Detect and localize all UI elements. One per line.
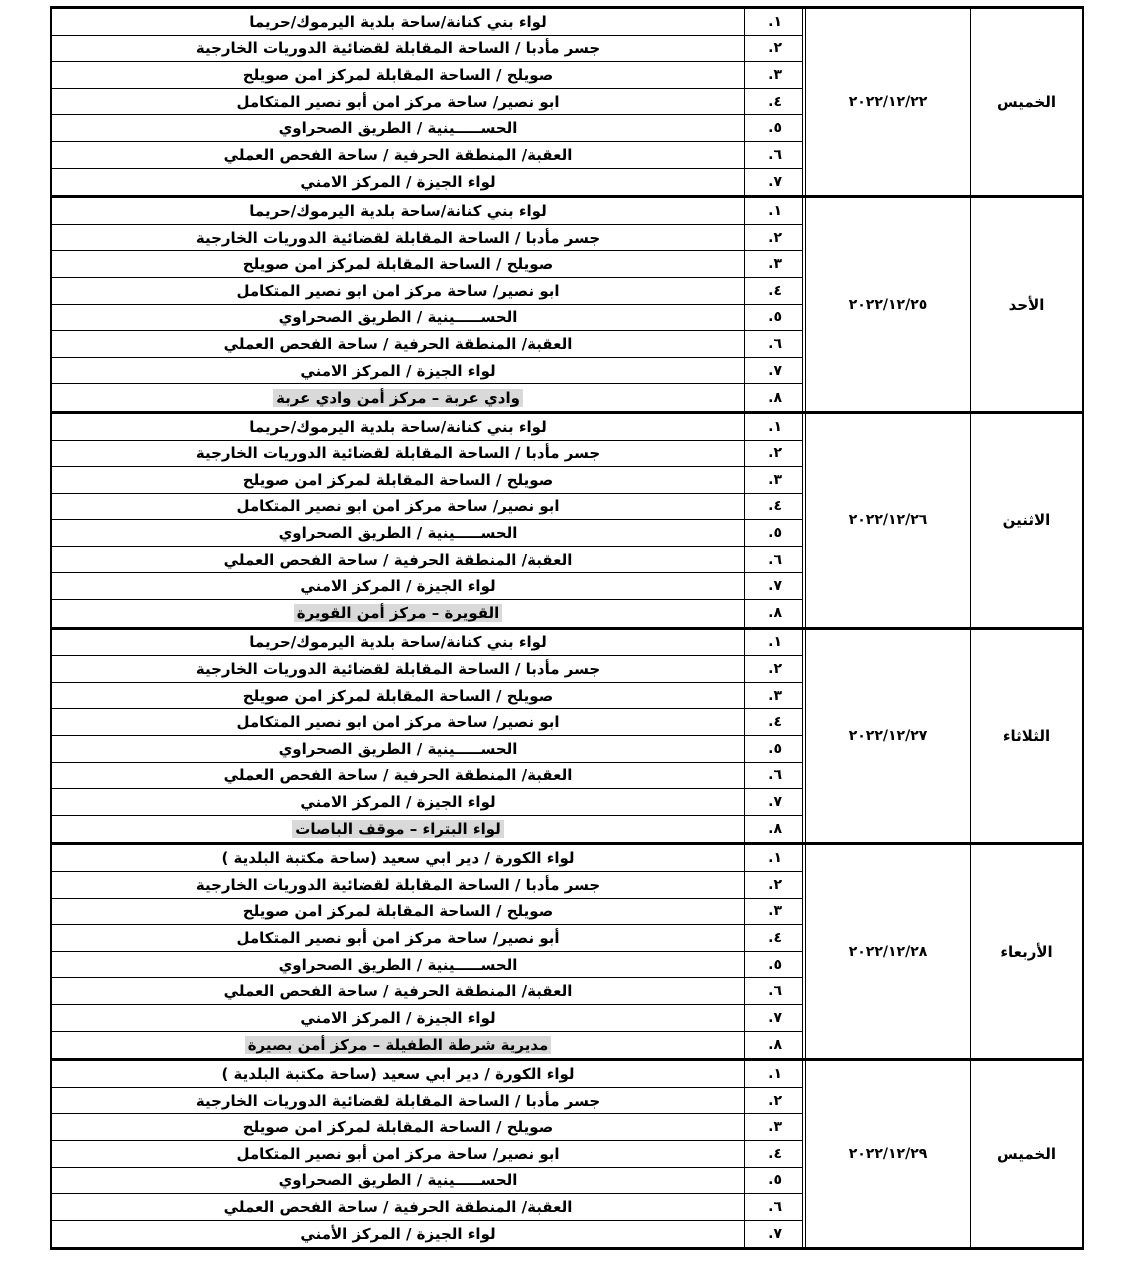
table-row <box>52 305 802 332</box>
location-cell <box>52 1141 744 1167</box>
table-row <box>52 115 802 142</box>
location-list <box>52 9 802 195</box>
row-number: .٢ <box>744 1088 802 1114</box>
day-group <box>52 414 1082 630</box>
day-group <box>52 630 1082 846</box>
row-number: .٤ <box>744 494 802 520</box>
row-number: .٣ <box>744 62 802 88</box>
table-row <box>52 1194 802 1221</box>
location-text: لواء الكورة / دير ابي سعيد (ساحة مكتبة البلدية ) <box>221 1064 575 1083</box>
table-row <box>52 1221 802 1248</box>
row-number: .٥ <box>744 952 802 978</box>
row-number: .١ <box>744 414 802 440</box>
location-cell <box>52 1088 744 1114</box>
table-row <box>52 978 802 1005</box>
row-number: .٤ <box>744 709 802 735</box>
location-cell <box>52 467 744 493</box>
row-number: .٥ <box>744 1168 802 1194</box>
row-number: .٨ <box>744 816 802 843</box>
location-text: صويلح / الساحة المقابلة لمركز امن صويلح <box>242 1118 554 1137</box>
day-date: ٢٠٢٢/١٢/٢٩ <box>802 1061 970 1247</box>
location-text: أبو نصير/ ساحة مركز امن أبو نصير المتكامل <box>236 928 560 947</box>
location-cell <box>52 1168 744 1194</box>
location-text: لواء الجيزة / المركز الامني <box>300 361 496 380</box>
location-text: العقبة/ المنطقة الحرفية / ساحة الفحص العملي <box>223 1197 573 1216</box>
row-number: .٥ <box>744 520 802 546</box>
row-number: .١ <box>744 845 802 871</box>
location-cell <box>52 789 744 815</box>
row-number: .٧ <box>744 789 802 815</box>
location-cell <box>52 384 744 411</box>
location-text: جسر مأدبا / الساحة المقابلة لقضائية الدوريات الخارجية <box>195 444 601 463</box>
location-cell <box>52 925 744 951</box>
row-number: .٢ <box>744 36 802 62</box>
location-text: ابو نصير/ ساحة مركز امن ابو نصير المتكامل <box>236 281 560 300</box>
location-cell <box>52 1194 744 1220</box>
table-row <box>52 1032 802 1059</box>
location-text: جسر مأدبا / الساحة المقابلة لقضائية الدوريات الخارجية <box>195 39 601 58</box>
table-row <box>52 547 802 574</box>
row-number: .٧ <box>744 1005 802 1031</box>
day-date: ٢٠٢٢/١٢/٢٨ <box>802 845 970 1058</box>
location-cell <box>52 198 744 224</box>
table-row <box>52 845 802 872</box>
location-cell <box>52 656 744 682</box>
location-cell <box>52 62 744 88</box>
location-cell <box>52 845 744 871</box>
location-cell <box>52 278 744 304</box>
table-row <box>52 1114 802 1141</box>
row-number: .٣ <box>744 467 802 493</box>
day-group <box>52 1061 1082 1247</box>
location-text: الحســـــينية / الطريق الصحراوي <box>278 524 518 543</box>
location-text: العقبة/ المنطقة الحرفية / ساحة الفحص العملي <box>223 766 573 785</box>
location-text: جسر مأدبا / الساحة المقابلة لقضائية الدوريات الخارجية <box>195 875 601 894</box>
location-text: صويلح / الساحة المقابلة لمركز امن صويلح <box>242 255 554 274</box>
row-number: .٤ <box>744 278 802 304</box>
day-name: الاثنين <box>970 414 1082 627</box>
table-row <box>52 520 802 547</box>
location-text: ابو نصير/ ساحة مركز امن ابو نصير المتكامل <box>236 713 560 732</box>
location-cell <box>52 115 744 141</box>
location-text: ابو نصير/ ساحة مركز امن أبو نصير المتكامل <box>236 92 560 111</box>
location-text: مديرية شرطة الطفيلة – مركز أمن بصيرة <box>245 1036 552 1054</box>
table-row <box>52 62 802 89</box>
table-row <box>52 414 802 441</box>
row-number: .٦ <box>744 763 802 789</box>
location-cell <box>52 1061 744 1087</box>
row-number: .٣ <box>744 1114 802 1140</box>
row-number: .٥ <box>744 115 802 141</box>
location-cell <box>52 1032 744 1059</box>
table-row <box>52 656 802 683</box>
table-row <box>52 494 802 521</box>
row-number: .٦ <box>744 978 802 1004</box>
location-text: ابو نصير/ ساحة مركز امن ابو نصير المتكامل <box>236 497 560 516</box>
location-cell <box>52 9 744 35</box>
table-row <box>52 789 802 816</box>
day-group <box>52 198 1082 414</box>
row-number: .٨ <box>744 600 802 627</box>
row-number: .٥ <box>744 736 802 762</box>
table-row <box>52 1005 802 1032</box>
location-text: لواء البتراء – موقف الباصات <box>292 820 504 838</box>
row-number: .١ <box>744 630 802 656</box>
table-row <box>52 872 802 899</box>
location-cell <box>52 358 744 384</box>
location-text: القويرة – مركز أمن القويرة <box>294 604 503 622</box>
row-number: .١ <box>744 1061 802 1087</box>
row-number: .٥ <box>744 305 802 331</box>
row-number: .٢ <box>744 656 802 682</box>
table-row <box>52 683 802 710</box>
row-number: .٦ <box>744 331 802 357</box>
location-cell <box>52 763 744 789</box>
location-cell <box>52 36 744 62</box>
location-cell <box>52 816 744 843</box>
row-number: .٣ <box>744 899 802 925</box>
location-text: لواء الجيزة / المركز الامني <box>300 1008 496 1027</box>
location-text: لواء الجيزة / المركز الأمني <box>300 1225 496 1244</box>
table-row <box>52 9 802 36</box>
location-cell <box>52 978 744 1004</box>
row-number: .٦ <box>744 547 802 573</box>
location-text: لواء الجيزة / المركز الامني <box>300 172 496 191</box>
day-name: الخميس <box>970 1061 1082 1247</box>
table-row <box>52 736 802 763</box>
location-list <box>52 198 802 411</box>
row-number: .٢ <box>744 441 802 467</box>
location-cell <box>52 573 744 599</box>
location-list <box>52 630 802 843</box>
location-cell <box>52 547 744 573</box>
row-number: .١ <box>744 198 802 224</box>
location-cell <box>52 441 744 467</box>
location-cell <box>52 683 744 709</box>
table-row <box>52 225 802 252</box>
table-row <box>52 169 802 196</box>
location-cell <box>52 251 744 277</box>
location-text: صويلح / الساحة المقابلة لمركز امن صويلح <box>242 902 554 921</box>
location-text: لواء الجيزة / المركز الامني <box>300 793 496 812</box>
row-number: .٧ <box>744 573 802 599</box>
location-text: الحســـــينية / الطريق الصحراوي <box>278 308 518 327</box>
location-cell <box>52 225 744 251</box>
row-number: .٧ <box>744 1221 802 1248</box>
location-cell <box>52 872 744 898</box>
location-text: الحســـــينية / الطريق الصحراوي <box>278 739 518 758</box>
location-cell <box>52 600 744 627</box>
location-cell <box>52 414 744 440</box>
table-row <box>52 1141 802 1168</box>
row-number: .٣ <box>744 683 802 709</box>
day-date: ٢٠٢٢/١٢/٢٦ <box>802 414 970 627</box>
table-row <box>52 952 802 979</box>
table-row <box>52 358 802 385</box>
table-row <box>52 251 802 278</box>
location-cell <box>52 736 744 762</box>
location-cell <box>52 520 744 546</box>
location-cell <box>52 1005 744 1031</box>
day-name: الثلاثاء <box>970 630 1082 843</box>
location-text: جسر مأدبا / الساحة المقابلة لقضائية الدوريات الخارجية <box>195 228 601 247</box>
location-text: جسر مأدبا / الساحة المقابلة لقضائية الدوريات الخارجية <box>195 660 601 679</box>
location-text: صويلح / الساحة المقابلة لمركز امن صويلح <box>242 686 554 705</box>
location-cell <box>52 142 744 168</box>
day-date: ٢٠٢٢/١٢/٢٧ <box>802 630 970 843</box>
row-number: .١ <box>744 9 802 35</box>
location-text: لواء الكورة / دير ابي سعيد (ساحة مكتبة البلدية ) <box>221 849 575 868</box>
location-cell <box>52 630 744 656</box>
location-text: العقبة/ المنطقة الحرفية / ساحة الفحص العملي <box>223 334 573 353</box>
row-number: .٤ <box>744 925 802 951</box>
table-row <box>52 600 802 627</box>
location-text: صويلح / الساحة المقابلة لمركز امن صويلح <box>242 470 554 489</box>
row-number: .٢ <box>744 872 802 898</box>
table-row <box>52 630 802 657</box>
table-row <box>52 89 802 116</box>
location-text: لواء بني كنانة/ساحة بلدية اليرموك/حريما <box>249 633 547 652</box>
day-group <box>52 845 1082 1061</box>
table-row <box>52 1061 802 1088</box>
location-cell <box>52 709 744 735</box>
day-date: ٢٠٢٢/١٢/٢٢ <box>802 9 970 195</box>
table-row <box>52 36 802 63</box>
day-date: ٢٠٢٢/١٢/٢٥ <box>802 198 970 411</box>
row-number: .٧ <box>744 169 802 196</box>
location-cell <box>52 952 744 978</box>
location-text: لواء بني كنانة/ساحة بلدية اليرموك/حريما <box>249 417 547 436</box>
table-row <box>52 278 802 305</box>
row-number: .٦ <box>744 1194 802 1220</box>
location-list <box>52 1061 802 1247</box>
location-cell <box>52 89 744 115</box>
location-text: ابو نصير/ ساحة مركز امن أبو نصير المتكامل <box>236 1144 560 1163</box>
location-cell <box>52 331 744 357</box>
day-name: الخميس <box>970 9 1082 195</box>
table-row <box>52 709 802 736</box>
location-text: لواء بني كنانة/ساحة بلدية اليرموك/حريما <box>249 12 547 31</box>
row-number: .٨ <box>744 384 802 411</box>
location-cell <box>52 305 744 331</box>
table-row <box>52 384 802 411</box>
location-text: لواء الجيزة / المركز الامني <box>300 577 496 596</box>
location-text: وادي عربة – مركز أمن وادي عربة <box>273 389 523 407</box>
location-cell <box>52 1114 744 1140</box>
location-cell <box>52 494 744 520</box>
location-text: صويلح / الساحة المقابلة لمركز امن صويلح <box>242 65 554 84</box>
row-number: .٨ <box>744 1032 802 1059</box>
location-text: العقبة/ المنطقة الحرفية / ساحة الفحص العملي <box>223 982 573 1001</box>
table-row <box>52 925 802 952</box>
row-number: .٤ <box>744 89 802 115</box>
table-row <box>52 573 802 600</box>
location-text: الحســـــينية / الطريق الصحراوي <box>278 955 518 974</box>
row-number: .٤ <box>744 1141 802 1167</box>
table-row <box>52 1168 802 1195</box>
location-list <box>52 414 802 627</box>
location-list <box>52 845 802 1058</box>
day-name: الأربعاء <box>970 845 1082 1058</box>
location-text: جسر مأدبا / الساحة المقابلة لقضائية الدوريات الخارجية <box>195 1091 601 1110</box>
location-cell <box>52 169 744 196</box>
location-text: العقبة/ المنطقة الحرفية / ساحة الفحص العملي <box>223 550 573 569</box>
table-row <box>52 763 802 790</box>
table-row <box>52 441 802 468</box>
table-row <box>52 331 802 358</box>
location-cell <box>52 899 744 925</box>
table-row <box>52 899 802 926</box>
location-text: الحســـــينية / الطريق الصحراوي <box>278 1171 518 1190</box>
row-number: .٧ <box>744 358 802 384</box>
table-row <box>52 142 802 169</box>
row-number: .٣ <box>744 251 802 277</box>
location-cell <box>52 1221 744 1248</box>
location-text: لواء بني كنانة/ساحة بلدية اليرموك/حريما <box>249 201 547 220</box>
day-group <box>52 9 1082 198</box>
day-name: الأحد <box>970 198 1082 411</box>
location-text: الحســـــينية / الطريق الصحراوي <box>278 119 518 138</box>
row-number: .٢ <box>744 225 802 251</box>
location-text: العقبة/ المنطقة الحرفية / ساحة الفحص العملي <box>223 145 573 164</box>
row-number: .٦ <box>744 142 802 168</box>
table-row <box>52 816 802 843</box>
table-row <box>52 1088 802 1115</box>
schedule-table <box>50 6 1084 1250</box>
table-row <box>52 467 802 494</box>
table-row <box>52 198 802 225</box>
